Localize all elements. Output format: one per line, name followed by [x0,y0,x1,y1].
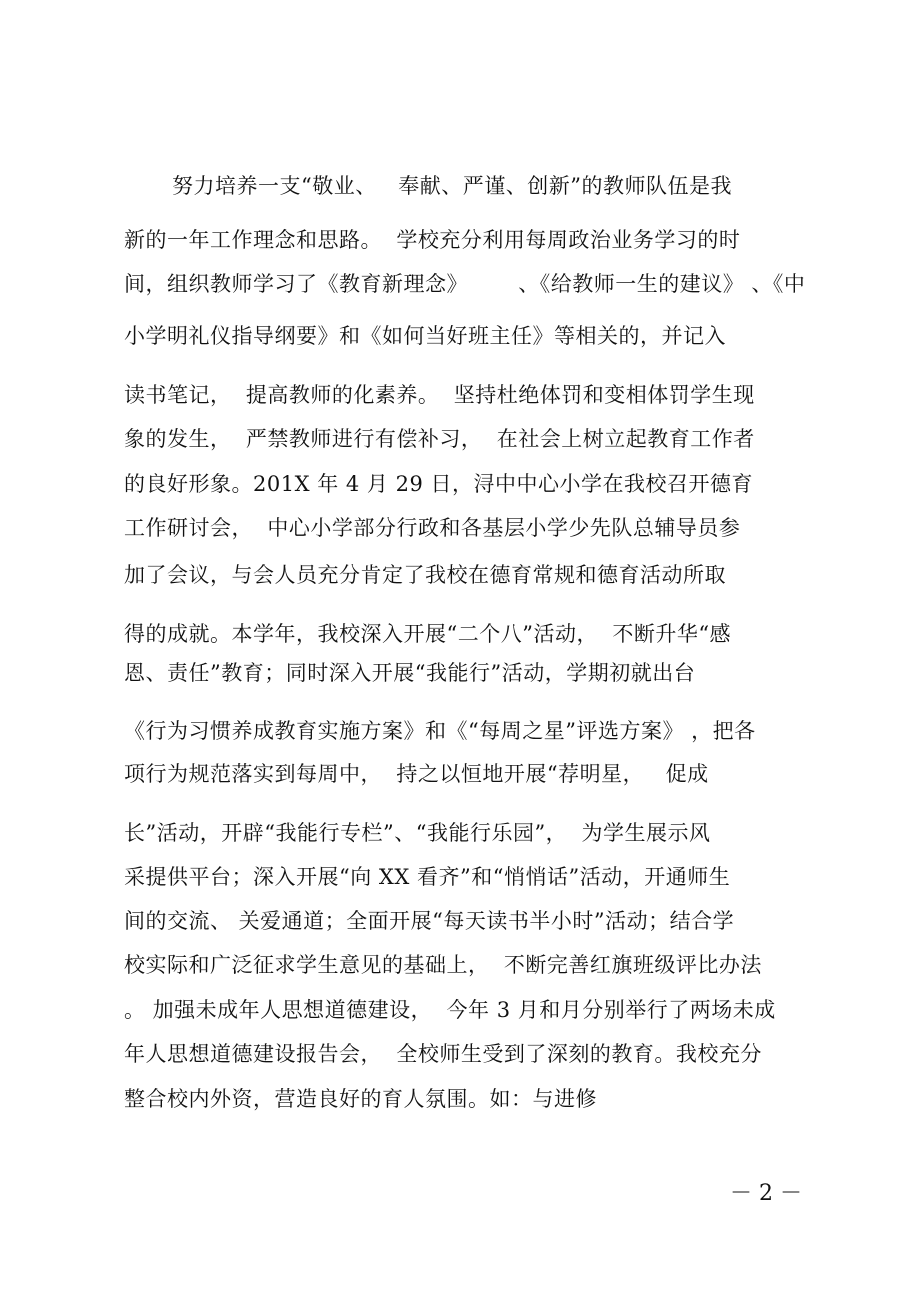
text-line-19: 年人思想道德建设报告会， 全校师生受到了深刻的教育。我校充分 [124,1042,762,1066]
text-line-17: 校实际和广泛征求学生意见的基础上， 不断完善红旗班级评比办法 [124,953,762,977]
text-line-16: 间的交流、 关爱通道；全面开展“每天读书半小时”活动；结合学 [124,909,735,933]
text-line-10: 得的成就。本学年，我校深入开展“二个八”活动， 不断升华“感 [124,622,732,646]
text-line-6: 象的发生， 严禁教师进行有偿补习， 在社会上树立起教育工作者 [124,427,755,451]
text-line-15: 采提供平台；深入开展“向 XX 看齐”和“悄悄话”活动，开通师生 [124,865,731,889]
text-line-12: 《行为习惯养成教育实施方案》和《“每周之星”评选方案》 ，把各 [124,719,756,743]
text-line-1: 努力培养一支“敬业、 奉献、严谨、创新”的教师队伍是我 [172,174,732,198]
text-line-5: 读书笔记， 提高教师的化素养。 坚持杜绝体罚和变相体罚学生现 [124,383,755,407]
text-line-9: 加了会议，与会人员充分肯定了我校在德育常规和德育活动所取 [124,563,726,587]
text-line-4: 小学明礼仪指导纲要》和《如何当好班主任》等相关的，并记入 [124,324,726,348]
text-line-20: 整合校内外资，营造良好的育人氛围。如：与进修 [124,1087,597,1111]
text-line-8: 工作研讨会， 中心小学部分行政和各基层小学少先队总辅导员参 [124,516,741,540]
text-line-2: 新的一年工作理念和思路。 学校充分利用每周政治业务学习的时 [124,228,741,252]
text-line-13: 项行为规范落实到每周中， 持之以恒地开展“荐明星， 促成 [124,762,709,786]
text-line-14: 长”活动，开辟“我能行专栏”、“我能行乐园”， 为学生展示风 [124,821,711,845]
page-number: － 2 － [730,1181,802,1206]
text-line-11: 恩、责任”教育；同时深入开展“我能行”活动，学期初就出台 [124,661,696,685]
text-line-18: 。 加强未成年人思想道德建设， 今年 3 月和月分别举行了两场未成 [124,998,776,1022]
text-line-7: 的良好形象。201X 年 4 月 29 日，浔中中心小学在我校召开德育 [124,472,753,496]
text-line-3: 间，组织教师学习了《教育新理念》 、《给教师一生的建议》 、《中 [124,272,806,296]
